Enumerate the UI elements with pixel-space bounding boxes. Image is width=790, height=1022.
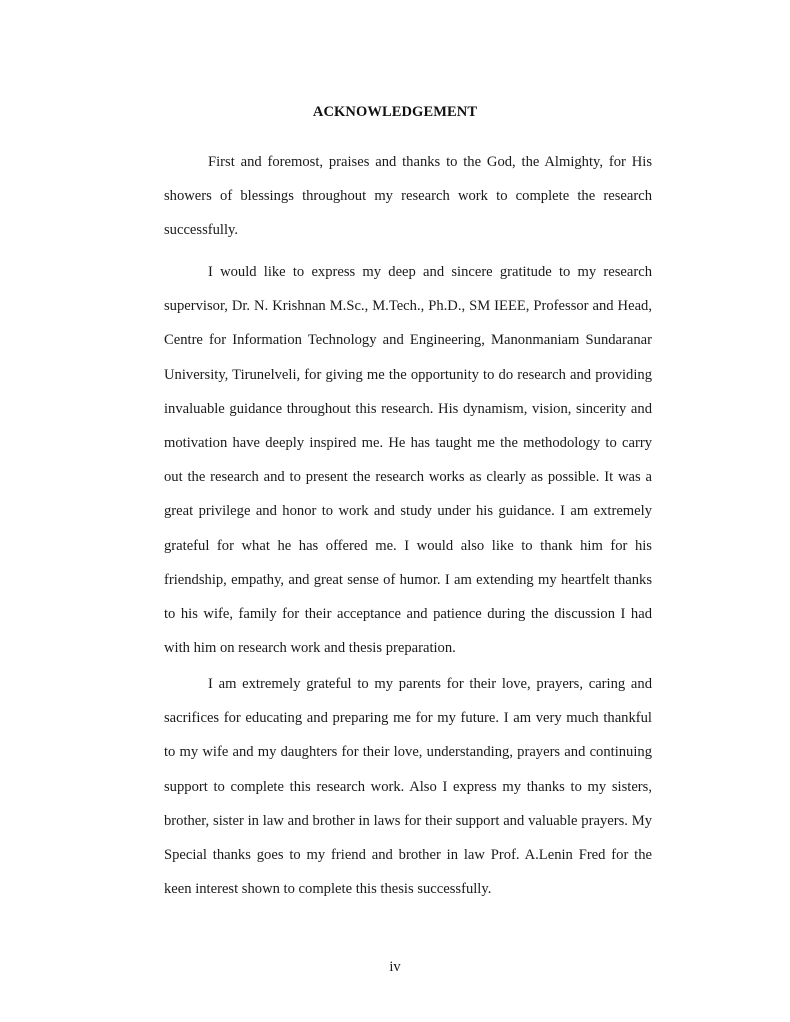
page-title: ACKNOWLEDGEMENT (312, 104, 478, 120)
paragraph-thanks-supervisor: I would like to express my deep and sincere gratitude to my research supervisor, Dr. N. Krishnan M.Sc., M.Tech., Ph.D., SM IEEE, Professor and Head, Centre for Information Technology and Engineering, Manonmaniam Sundaranar University, Tirunelveli, for giving me the opportunity to do research and providing invaluable guidance throughout this research. His dynamism, vision, sincerity and motivation have deeply inspired me. He has taught me the methodology to carry out the research and to present the research works as clearly as possible. It was a great privilege and honor to work and study under his guidance. I am extremely grateful for what he has offered me. I would also like to thank him for his friendship, empathy, and great sense of humor. I am extending my heartfelt thanks to his wife, family for their acceptance and patience during the discussion I had with him on research work and thesis preparation. (164, 264, 652, 657)
page-number: iv (389, 959, 401, 975)
paragraph-thanks-family: I am extremely grateful to my parents for their love, prayers, caring and sacrifices for educating and preparing me for my future. I am very much thankful to my wife and my daughters for their love, understanding, prayers and continuing support to complete this research work. Also I express my thanks to my sisters, brother, sister in law and brother in laws for their support and valuable prayers. My Special thanks goes to my friend and brother in law Prof. A.Lenin Fred for the keen interest shown to complete this thesis successfully. (164, 676, 652, 898)
paragraph-thanks-god: First and foremost, praises and thanks to the God, the Almighty, for His showers of blessings throughout my research work to complete the research successfully. (164, 154, 652, 239)
